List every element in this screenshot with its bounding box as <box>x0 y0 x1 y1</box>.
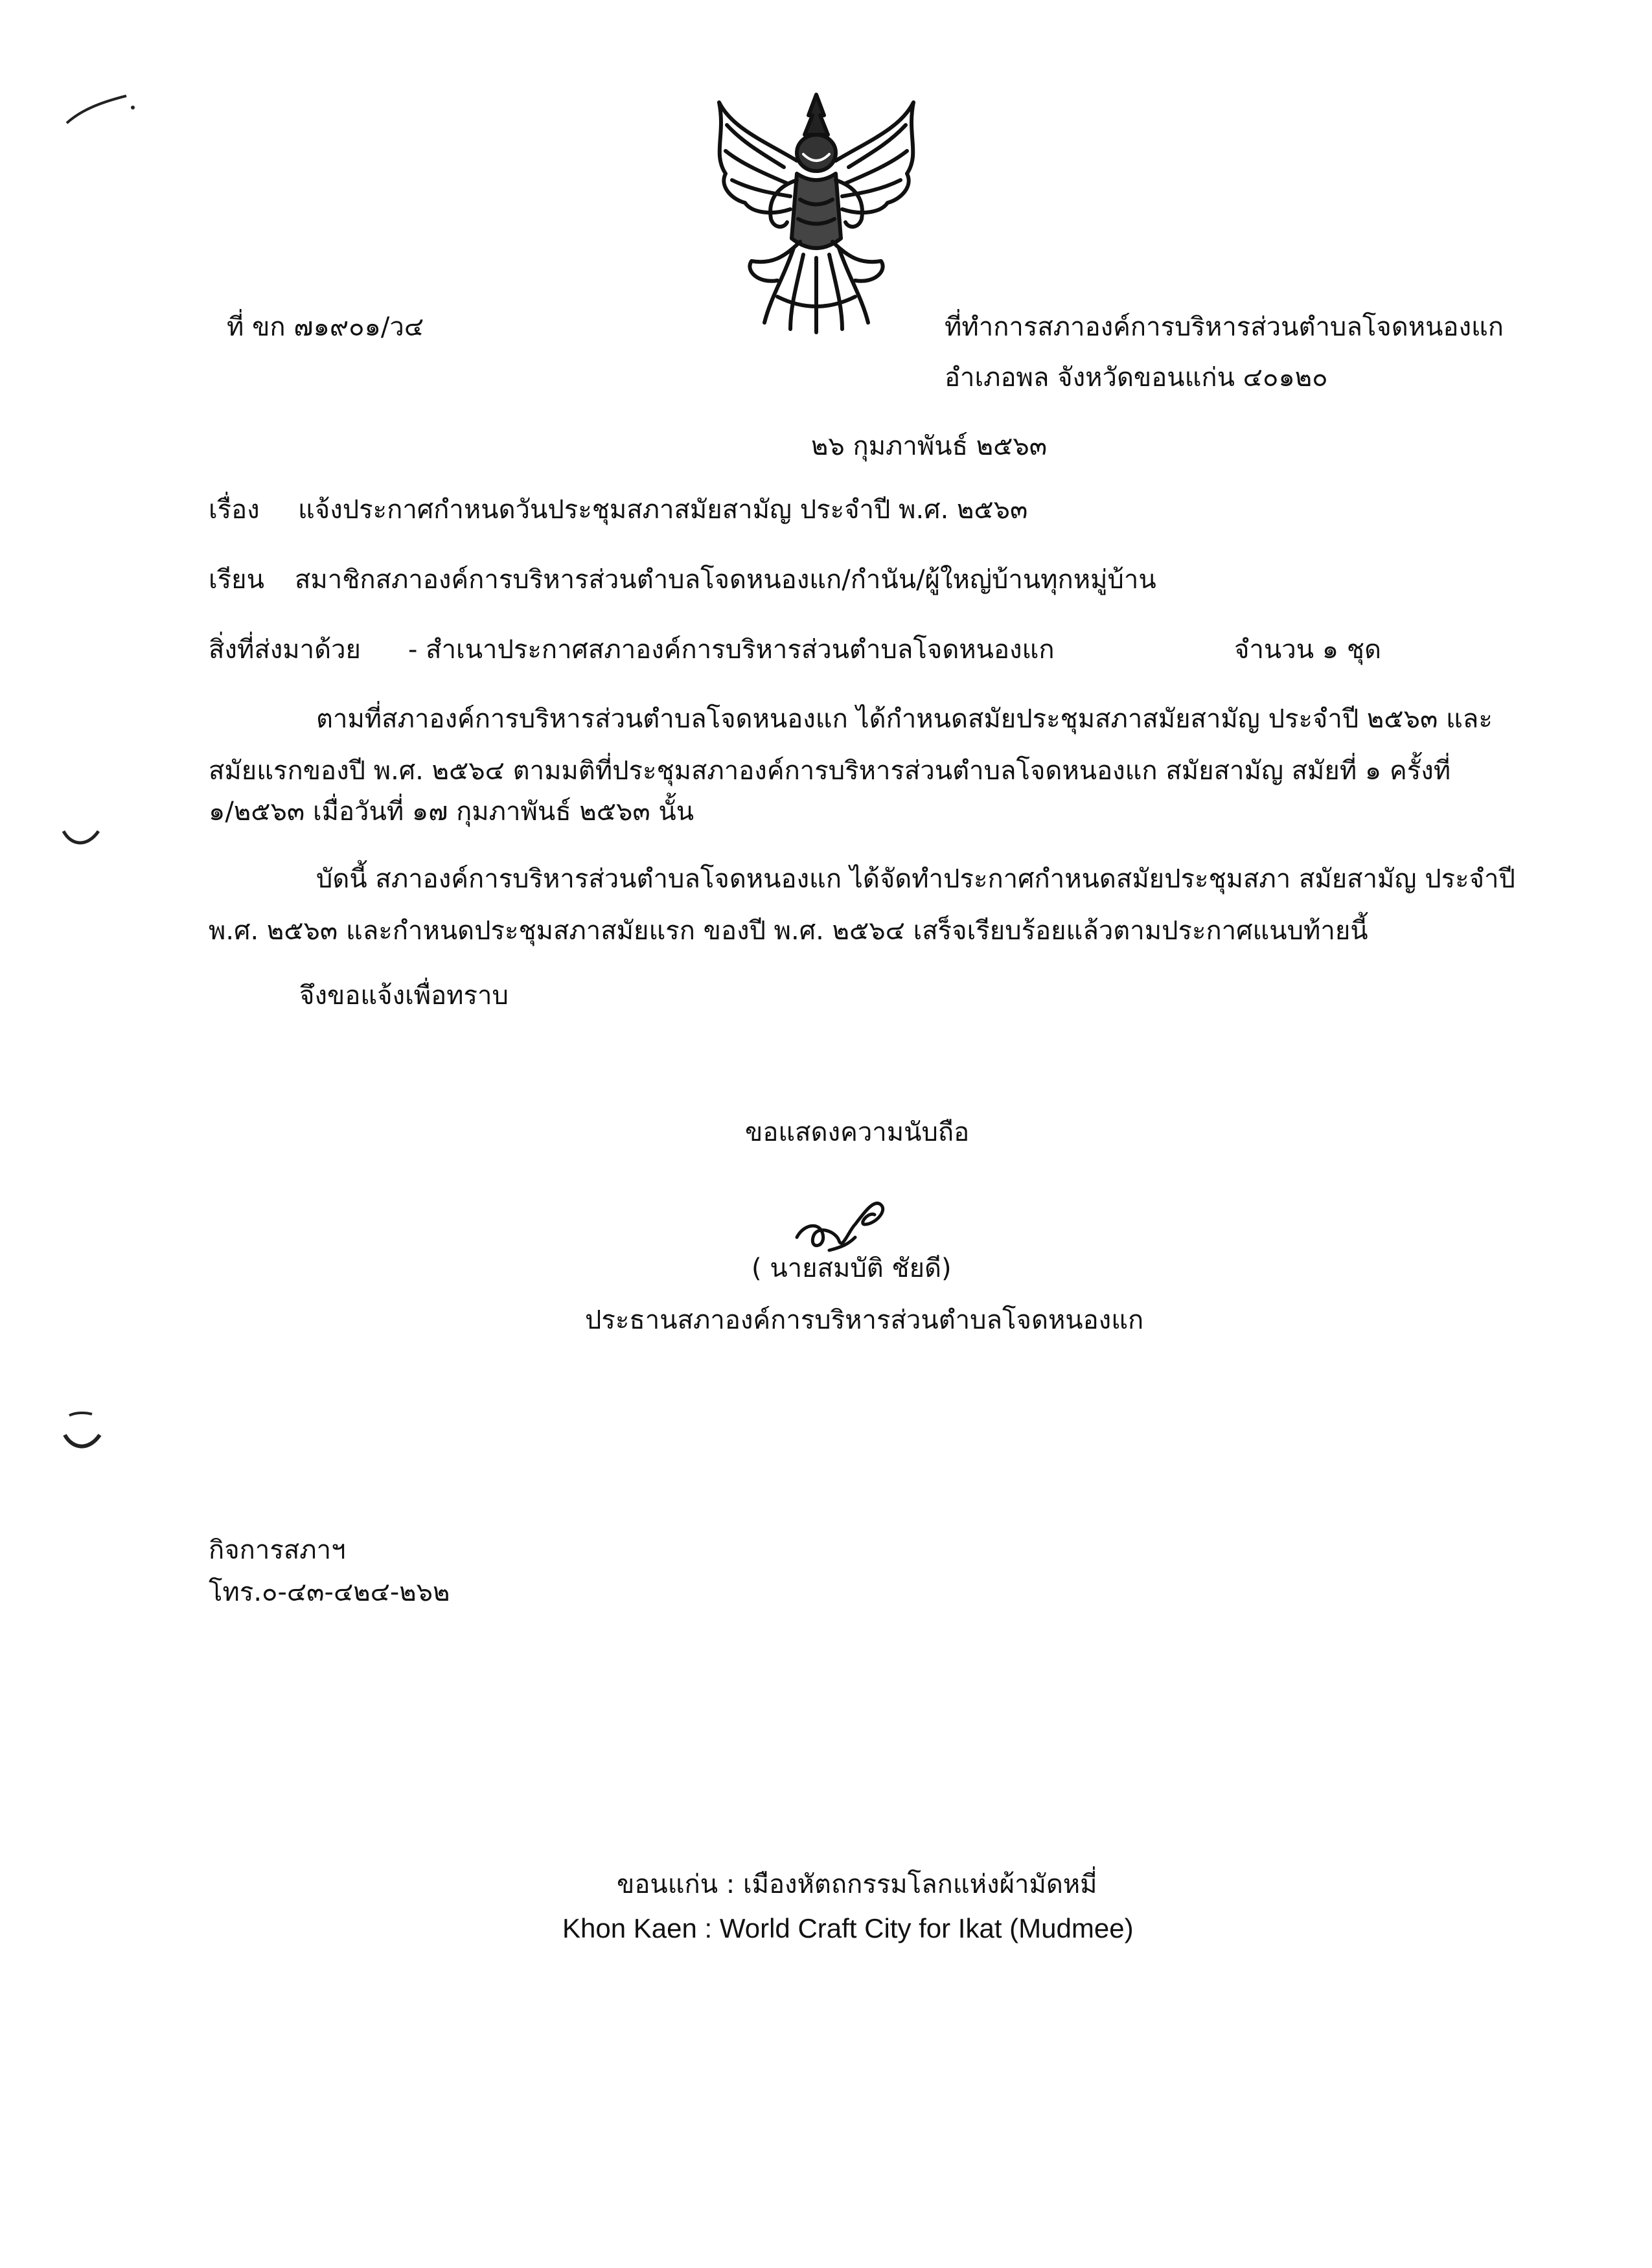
recipient-label: เรียน <box>209 565 264 595</box>
closing-salutation: ขอแสดงความนับถือ <box>745 1117 970 1147</box>
contact-phone: โทร.๐-๔๓-๔๒๔-๒๖๒ <box>209 1577 450 1607</box>
recipient-text: สมาชิกสภาองค์การบริหารส่วนตำบลโจดหนองแก/กำนัน/ผู้ใหญ่บ้านทุกหมู่บ้าน <box>295 565 1156 595</box>
enclosure-item: - สำเนาประกาศสภาองค์การบริหารส่วนตำบลโจดหนองแก <box>408 635 1055 665</box>
office-address: อำเภอพล จังหวัดขอนแก่น ๔๐๑๒๐ <box>945 363 1328 393</box>
punch-hole-mark-icon <box>60 1409 105 1461</box>
enclosure-label: สิ่งที่ส่งมาด้วย <box>209 635 361 665</box>
body-paragraph-2-line-2: พ.ศ. ๒๕๖๓ และกำหนดประชุมสภาสมัยแรก ของปี พ.ศ. ๒๕๖๔ เสร็จเรียบร้อยแล้วตามประกาศแนบท้ายนี้ <box>209 916 1368 946</box>
body-paragraph-1-line-1: ตามที่สภาองค์การบริหารส่วนตำบลโจดหนองแก ได้กำหนดสมัยประชุมสภาสมัยสามัญ ประจำปี ๒๕๖๓ และ <box>316 704 1493 734</box>
footer-slogan-english: Khon Kaen : World Craft City for Ikat (Mudmee) <box>562 1913 1134 1943</box>
subject-text: แจ้งประกาศกำหนดวันประชุมสภาสมัยสามัญ ประจำปี พ.ศ. ๒๕๖๓ <box>298 495 1028 525</box>
body-paragraph-2-line-1: บัดนี้ สภาองค์การบริหารส่วนตำบลโจดหนองแก ได้จัดทำประกาศกำหนดสมัยประชุมสภา สมัยสามัญ ประจำปี <box>316 864 1515 894</box>
scan-mark-icon <box>62 84 139 136</box>
punch-hole-mark-icon <box>58 821 104 854</box>
letter-date: ๒๖ กุมภาพันธ์ ๒๕๖๓ <box>811 431 1048 461</box>
subject-label: เรื่อง <box>209 495 260 525</box>
signer-name: ( นายสมบัติ ชัยดี) <box>751 1254 952 1283</box>
body-paragraph-1-line-2: สมัยแรกของปี พ.ศ. ๒๕๖๔ ตามมติที่ประชุมสภาองค์การบริหารส่วนตำบลโจดหนองแก สมัยสามัญ สมัยที่ ๑ ครั้งที่ <box>209 756 1451 786</box>
issuing-office: ที่ทำการสภาองค์การบริหารส่วนตำบลโจดหนองแก <box>945 312 1504 342</box>
body-paragraph-1-line-3: ๑/๒๕๖๓ เมื่อวันที่ ๑๗ กุมภาพันธ์ ๒๕๖๓ นั้น <box>209 797 694 827</box>
contact-department: กิจการสภาฯ <box>209 1535 346 1565</box>
footer-slogan-thai: ขอนแก่น : เมืองหัตถกรรมโลกแห่งผ้ามัดหมี่ <box>617 1870 1097 1899</box>
garuda-emblem-icon <box>706 89 926 336</box>
enclosure-quantity: จำนวน ๑ ชุด <box>1234 635 1381 665</box>
signer-title: ประธานสภาองค์การบริหารส่วนตำบลโจดหนองแก <box>585 1305 1144 1335</box>
reference-number: ที่ ขก ๗๑๙๐๑/ว๔ <box>227 312 424 342</box>
body-paragraph-3: จึงขอแจ้งเพื่อทราบ <box>299 981 509 1011</box>
